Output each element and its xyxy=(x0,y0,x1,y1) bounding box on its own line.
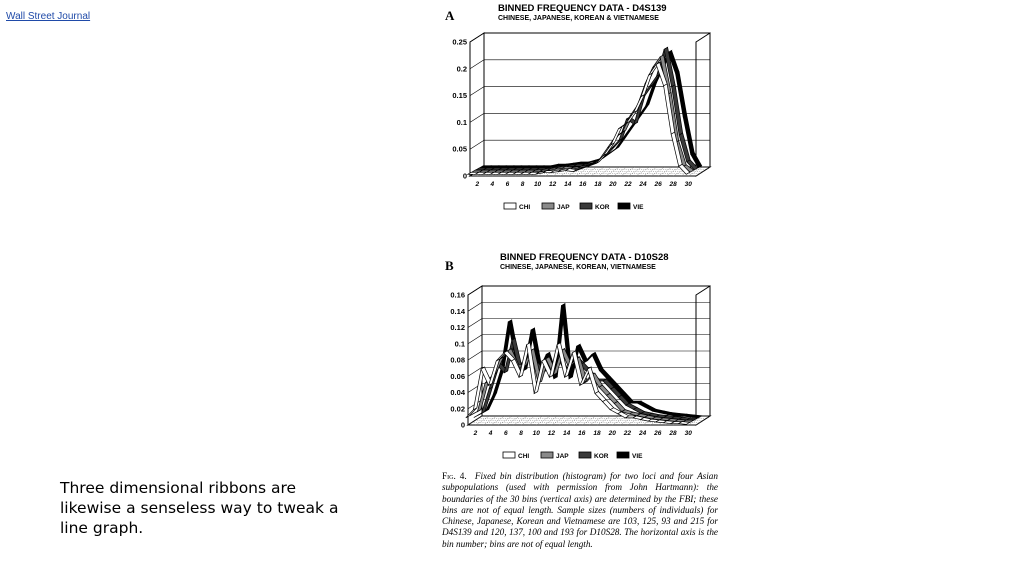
legend-swatch xyxy=(617,452,629,458)
x-tick-label: 12 xyxy=(547,430,556,437)
right-wall xyxy=(696,286,710,425)
x-tick-label: 2 xyxy=(475,181,480,188)
x-tick-label: 24 xyxy=(638,430,647,437)
legend-label: CHI xyxy=(518,453,530,460)
y-tick-label: 0.16 xyxy=(450,290,465,300)
x-tick-label: 8 xyxy=(520,181,525,188)
chart-subtitle: CHINESE, JAPANESE, KOREAN, VIETNAMESE xyxy=(500,264,656,271)
legend-label: KOR xyxy=(595,204,610,211)
x-tick-label: 30 xyxy=(684,430,692,437)
legend-swatch xyxy=(618,203,630,209)
x-tick-label: 24 xyxy=(639,181,647,188)
x-tick-label: 6 xyxy=(503,430,508,437)
y-tick-label: 0.2 xyxy=(456,64,467,74)
x-tick-label: 4 xyxy=(488,430,493,437)
x-tick-label: 6 xyxy=(505,181,510,188)
legend-label: VIE xyxy=(632,453,643,460)
x-tick-label: 22 xyxy=(624,181,632,188)
legend-label: JAP xyxy=(557,204,570,211)
chart-title: BINNED FREQUENCY DATA - D10S28 xyxy=(500,252,669,263)
x-tick-label: 20 xyxy=(609,181,617,188)
legend-swatch xyxy=(579,452,591,458)
x-tick-label: 26 xyxy=(654,430,662,437)
x-tick-label: 8 xyxy=(519,430,523,437)
x-tick-label: 20 xyxy=(608,430,616,437)
slide-caption: Three dimensional ribbons are likewise a senseless way to tweak a line graph. xyxy=(60,479,339,537)
x-tick-label: 16 xyxy=(578,430,586,437)
x-tick-label: 4 xyxy=(490,181,495,188)
y-tick-label: 0.08 xyxy=(450,355,465,365)
legend-swatch xyxy=(541,452,553,458)
y-tick-label: 0.04 xyxy=(450,388,465,397)
y-tick-label: 0.14 xyxy=(450,306,465,316)
chart-a xyxy=(420,0,720,230)
x-tick-label: 14 xyxy=(564,181,572,188)
y-tick-label: 0.1 xyxy=(456,117,467,127)
chart-title: BINNED FREQUENCY DATA - D4S139 xyxy=(498,3,667,14)
x-tick-label: 26 xyxy=(654,181,662,188)
x-tick-label: 14 xyxy=(562,430,571,437)
panel-letter: A xyxy=(445,8,455,23)
panel-letter: B xyxy=(445,258,454,273)
legend-label: KOR xyxy=(594,453,609,460)
x-tick-label: 2 xyxy=(473,430,478,437)
legend-swatch xyxy=(504,203,516,209)
y-tick-label: 0.25 xyxy=(452,37,467,47)
legend-swatch xyxy=(542,203,554,209)
legend-swatch xyxy=(503,452,515,458)
right-wall xyxy=(696,33,710,176)
x-tick-label: 18 xyxy=(593,430,601,437)
figure-label: Fig. 4. xyxy=(442,471,467,481)
source-link[interactable]: Wall Street Journal xyxy=(6,11,91,22)
legend-swatch xyxy=(580,203,592,209)
y-tick-label: 0.15 xyxy=(452,91,467,101)
x-tick-label: 10 xyxy=(532,430,540,437)
y-tick-label: 0.05 xyxy=(452,144,467,154)
x-tick-label: 28 xyxy=(669,430,677,437)
x-tick-label: 12 xyxy=(549,181,557,188)
chart-subtitle: CHINESE, JAPANESE, KOREAN & VIETNAMESE xyxy=(498,15,659,22)
x-tick-label: 10 xyxy=(533,181,542,188)
x-tick-label: 22 xyxy=(623,430,632,437)
x-tick-label: 18 xyxy=(594,181,602,188)
y-tick-label: 0 xyxy=(460,420,465,430)
chart-b xyxy=(420,252,720,470)
y-tick-label: 0 xyxy=(462,171,467,181)
legend-label: CHI xyxy=(519,204,531,211)
legend-label: VIE xyxy=(633,204,644,211)
figure-caption-text: Fixed bin distribution (histogram) for two loci and four Asian subpopulations (used with permission from John Hartmann): the boundaries of the 30 bins (vertical axis) are determined by the FBI; these bins are not of equal length. Sample sizes (numbers of individuals) for Chinese, Japanese, Korean and Vietnamese are 103, 125, 93 and 215 for D4S139 and 120, 137, 100 and 193 for D10S28. The horizontal axis is the bin number; bins are not of equal length. xyxy=(442,471,718,549)
y-tick-label: 0.06 xyxy=(450,371,465,381)
figure-caption xyxy=(442,471,718,550)
left-wall xyxy=(470,33,484,176)
legend-label: JAP xyxy=(556,453,569,460)
x-tick-label: 30 xyxy=(684,181,692,188)
x-tick-label: 16 xyxy=(579,181,587,188)
y-tick-label: 0.02 xyxy=(450,404,465,414)
x-tick-label: 28 xyxy=(669,181,677,188)
y-tick-label: 0.1 xyxy=(454,339,465,349)
y-tick-label: 0.12 xyxy=(450,323,465,332)
